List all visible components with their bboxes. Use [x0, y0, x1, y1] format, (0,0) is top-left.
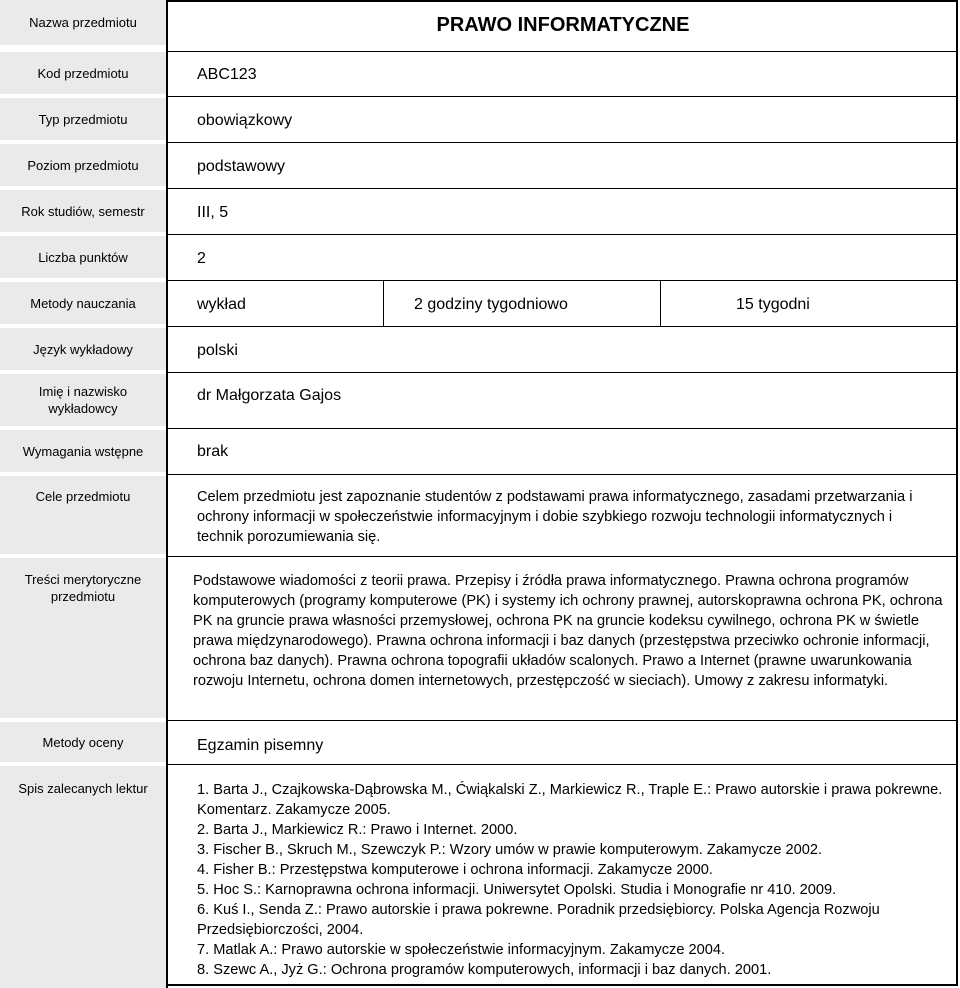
row-divider [166, 720, 958, 721]
prerequisites-value: brak [197, 443, 229, 460]
methods-cell-divider [383, 281, 384, 327]
year-semester-value: III, 5 [197, 204, 229, 221]
course-goals-text: Celem przedmiotu jest zapoznanie studentów z podstawami prawa informatycznego, zasadami przetwarzania i ochrony informacji w społeczeństwie informacyjnym i dobie szybkiego rozwoju technologii informatycznych i technik porozumiewania się. [197, 489, 913, 545]
row-divider [166, 51, 958, 52]
label-lecturer-line1: Imię i nazwisko [38, 384, 128, 399]
literature-item: 1. Barta J., Czajkowska-Dąbrowska M., Ćwiąkalski Z., Markiewicz R., Traple E.: Prawo autorskie i prawa pokrewne. Komentarz. Zakamycze 2005. [197, 782, 943, 818]
row-divider [166, 428, 958, 429]
label-year-semester: Rok studiów, semestr [0, 190, 166, 232]
literature-item: 4. Fisher B.: Przestępstwa komputerowe i ochrona informacji. Zakamycze 2000. [197, 862, 713, 878]
literature-item: 8. Szewc A., Jyż G.: Ochrona programów komputerowych, informacji i baz danych. 2001. [197, 962, 772, 978]
literature-item: 2. Barta J., Markiewicz R.: Prawo i Internet. 2000. [197, 822, 518, 838]
label-literature-fill [0, 810, 166, 988]
column-divider [166, 0, 168, 988]
course-title: PRAWO INFORMATYCZNE [436, 14, 690, 36]
label-course-content-line1: Treści merytoryczne [24, 572, 142, 587]
row-divider [166, 96, 958, 97]
course-content-text: Podstawowe wiadomości z teorii prawa. Przepisy i źródła prawa informatycznego. Prawna ochrona programów komputerowych (programy komputerowe (PK) i systemy ich ochrony prawnej, autorskoprawna ochrona PK, ochrona PK na gruncie prawa własności przemysłowej, ochrona PK na gruncie kodeksu cywilnego, ochrona PK w świetle prawa międzynarodowego). Prawna ochrona informacji i baz danych (przestępstwa przeciwko ochronie informacji, ochrona baz danych). Prawna ochrona topografii układów scalonych. Prawo a Internet (prawne uwarunkowania rozwoju Internetu, ochrona domen internetowych, przestępczość w sieciach). Umowy z zakresu informatyki. [193, 573, 943, 689]
row-divider [166, 280, 958, 281]
course-level-value: podstawowy [197, 158, 286, 175]
label-course-level: Poziom przedmiotu [0, 144, 166, 186]
label-course-type: Typ przedmiotu [0, 98, 166, 140]
literature-list [197, 780, 945, 980]
language-value: polski [197, 342, 238, 359]
method-weeks-value: 15 tygodni [736, 296, 810, 313]
row-divider [166, 234, 958, 235]
label-lecturer-line2: wykładowcy [48, 401, 118, 416]
label-course-content [0, 558, 166, 618]
course-code-value: ABC123 [197, 66, 257, 83]
label-course-goals: Cele przedmiotu [0, 476, 166, 516]
literature-item: 6. Kuś I., Senda Z.: Prawo autorskie i prawa pokrewne. Poradnik przedsiębiorcy. Polska Agencja Rozwoju Przedsiębiorczości, 2004. [197, 902, 880, 938]
label-course-content-fill [0, 618, 166, 718]
label-prerequisites: Wymagania wstępne [0, 430, 166, 472]
label-language: Język wykładowy [0, 328, 166, 370]
literature-item: 3. Fischer B., Skruch M., Szewczyk P.: Wzory umów w prawie komputerowym. Zakamycze 2002. [197, 842, 823, 858]
assessment-value: Egzamin pisemny [197, 737, 324, 754]
label-literature: Spis zalecanych lektur [0, 766, 166, 810]
label-course-goals-fill [0, 516, 166, 554]
row-divider [166, 764, 958, 765]
method-hours-value: 2 godziny tygodniowo [414, 296, 568, 313]
label-course-code: Kod przedmiotu [0, 52, 166, 94]
label-lecturer [0, 374, 166, 426]
credit-points-value: 2 [197, 250, 206, 267]
course-type-value: obowiązkowy [197, 112, 293, 129]
row-divider [166, 474, 958, 475]
lecturer-value: dr Małgorzata Gajos [197, 387, 342, 404]
row-divider [166, 188, 958, 189]
row-divider [166, 372, 958, 373]
literature-item: 7. Matlak A.: Prawo autorskie w społeczeństwie informacyjnym. Zakamycze 2004. [197, 942, 726, 958]
literature-item: 5. Hoc S.: Karnoprawna ochrona informacji. Uniwersytet Opolski. Studia i Monografie nr 410. 2009. [197, 882, 837, 898]
label-assessment: Metody oceny [0, 722, 166, 762]
row-divider [166, 326, 958, 327]
label-course-content-line2: przedmiotu [50, 589, 116, 604]
row-divider [166, 556, 958, 557]
label-course-name: Nazwa przedmiotu [0, 0, 166, 45]
row-divider [166, 142, 958, 143]
method-form-value: wykład [197, 296, 246, 313]
label-teaching-methods: Metody nauczania [0, 282, 166, 324]
label-credit-points: Liczba punktów [0, 236, 166, 278]
methods-cell-divider [660, 281, 661, 327]
